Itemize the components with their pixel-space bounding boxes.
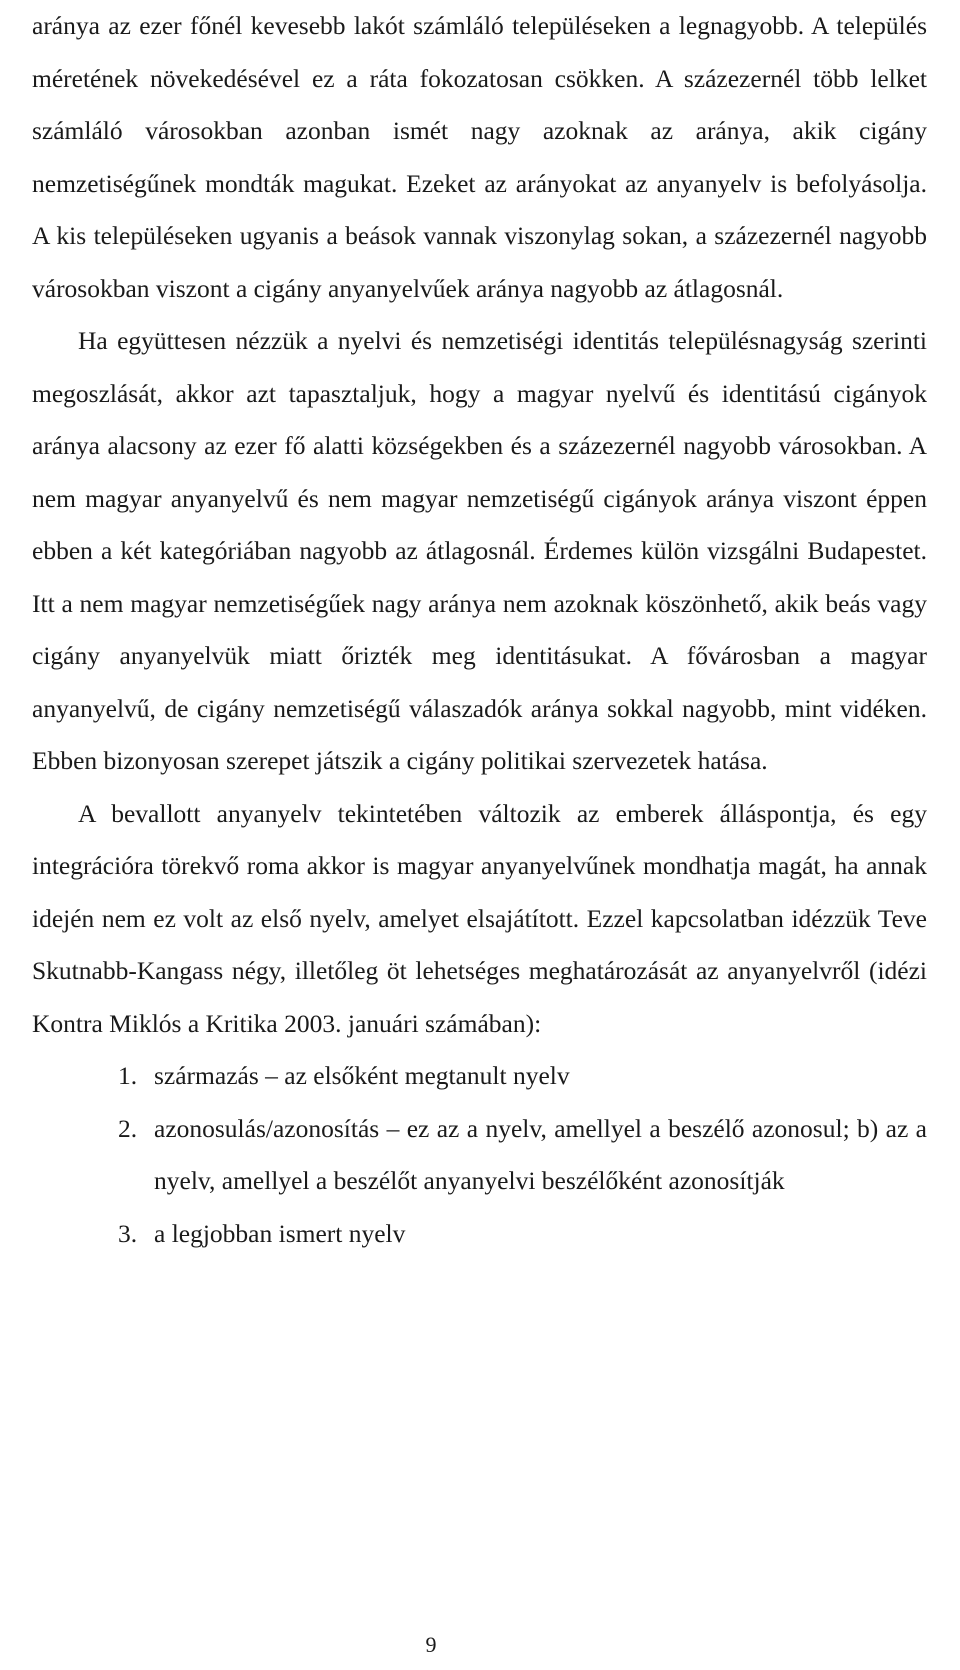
list-item (32, 1050, 927, 1103)
paragraph-3: A bevallott anyanyelv tekintetében változik az emberek álláspontja, és egy integrációra törekvő roma akkor is magyar anyanyelvűnek mondhatja magát, ha annak idején nem ez volt az első nyelv, amelyet elsajátított. Ezzel kapcsolatban idézzük Teve Skutnabb-Kangass négy, illetőleg öt lehetséges meghatározását az anyanyelvről (idézi Kontra Miklós a Kritika 2003. januári számában): (32, 798, 927, 1038)
list-item-text: a legjobban ismert nyelv (154, 1218, 406, 1248)
list-item-text: azonosulás/azonosítás – ez az a nyelv, amellyel a beszélő azonosul; b) az a nyelv, amellyel a beszélőt anyanyelvi beszélőként azonosítják (154, 1113, 927, 1195)
list-item-text: származás – az elsőként megtanult nyelv (154, 1061, 570, 1090)
list-item (32, 1208, 927, 1261)
list-item-number: 2. (118, 1113, 138, 1143)
body-text (32, 0, 927, 1260)
list-item-number: 1. (118, 1061, 138, 1090)
paragraph-2: Ha együttesen nézzük a nyelvi és nemzetiségi identitás településnagyság szerinti megoszlását, akkor azt tapasztaljuk, hogy a magyar nyelvű és identitású cigányok aránya alacsony az ezer fő alatti községekben és a százezernél nagyobb városokban. A nem magyar anyanyelvű és nem magyar nemzetiségű cigányok aránya viszont éppen ebben a két kategóriában nagyobb az átlagosnál. Érdemes külön vizsgálni Budapestet. Itt a nem magyar nemzetiségűek nagy aránya nem azoknak köszönhető, akik beás vagy cigány anyanyelvük miatt őrizték meg identitásukat. A fővárosban a magyar anyanyelvű, de cigány nemzetiségű válaszadók aránya sokkal nagyobb, mint vidéken. Ebben bizonyosan szerepet játszik a cigány politikai szervezetek hatása. (32, 326, 927, 775)
list-item-number: 3. (118, 1218, 138, 1248)
page-number: 9 (425, 1632, 437, 1657)
list-item (32, 1103, 927, 1208)
paragraph-1: aránya az ezer főnél kevesebb lakót számláló településeken a legnagyobb. A település méretének növekedésével ez a ráta fokozatosan csökken. A százezernél több lelket számláló városokban azonban ismét nagy azoknak az aránya, akik cigány nemzetiségűnek mondták magukat. Ezeket az arányokat az anyanyelv is befolyásolja. A kis településeken ugyanis a beások vannak viszonylag sokan, a százezernél nagyobb városokban viszont a cigány anyanyelvűek aránya nagyobb az átlagosnál. (32, 11, 927, 303)
definition-list (32, 1050, 927, 1260)
